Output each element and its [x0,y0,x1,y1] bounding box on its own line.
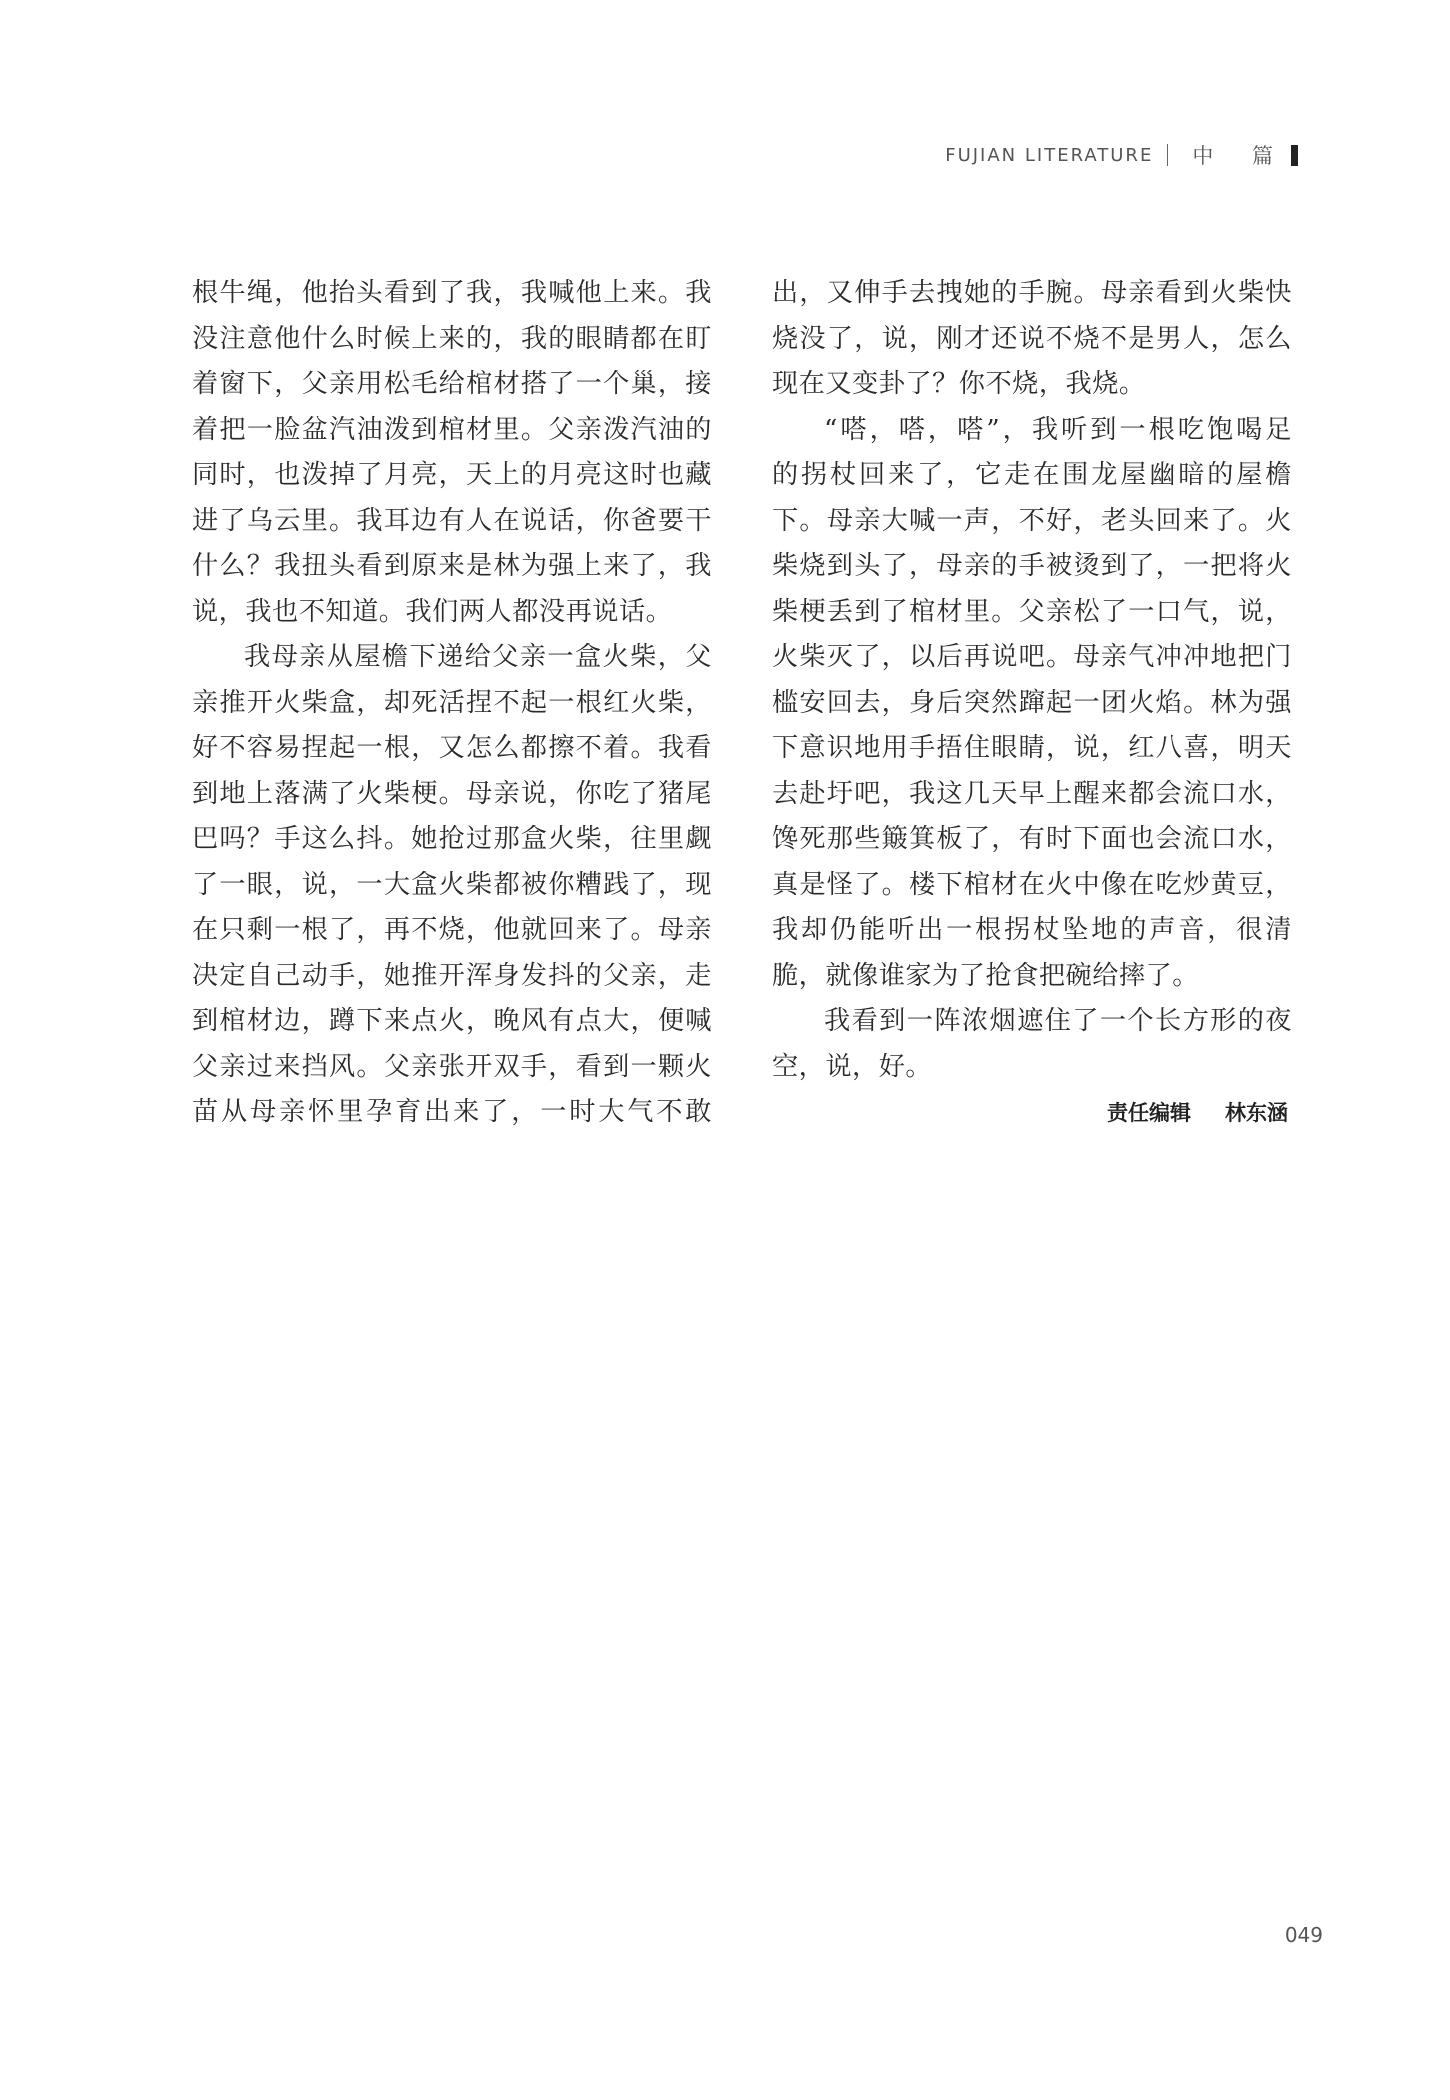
text-line: 亲推开火柴盒，却死活捏不起一根红火柴， [192,687,712,718]
text-line: 我却仍能听出一根拐杖坠地的声音，很清 [772,915,1292,945]
text-line: 没注意他什么时候上来的，我的眼睛都在盯 [192,323,712,354]
page-number: 049 [1284,1923,1323,1947]
text-line: 根牛绳，他抬头看到了我，我喊他上来。我 [192,278,712,308]
text-line: 同时，也泼掉了月亮，天上的月亮这时也藏 [192,460,712,490]
right-text-column [772,271,1292,1090]
text-line: 什么？我扭头看到原来是林为强上来了，我 [192,551,712,581]
editor-name: 林东涵 [1225,1101,1288,1125]
text-line: 好不容易捏起一根，又怎么都擦不着。我看 [192,733,712,763]
text-line: 去赴圩吧，我这几天早上醒来都会流口水， [772,778,1292,809]
text-line: 说，我也不知道。我们两人都没再说话。 [192,596,673,627]
text-line: 在只剩一根了，再不烧，他就回来了。母亲 [192,915,712,945]
text-line: 着把一脸盆汽油泼到棺材里。父亲泼汽油的 [192,414,712,445]
text-line: 脆，就像谁家为了抢食把碗给摔了。 [772,960,1199,991]
text-line: 槛安回去，身后突然蹿起一团火焰。林为强 [772,687,1292,718]
header-divider [1167,144,1168,166]
text-line: 下。母亲大喊一声，不好，老头回来了。火 [772,505,1292,536]
left-text-column [192,271,712,1136]
text-line: 火柴灭了，以后再说吧。母亲气冲冲地把门 [772,642,1292,672]
text-line: 馋死那些簸箕板了，有时下面也会流口水， [772,824,1292,854]
text-line: 现在又变卦了？你不烧，我烧。 [772,369,1146,399]
text-line: 烧没了，说，刚才还说不烧不是男人，怎么 [772,323,1292,354]
text-line: 柴烧到头了，母亲的手被烫到了，一把将火 [772,551,1292,581]
text-line: 决定自己动手，她推开浑身发抖的父亲，走 [192,960,712,991]
text-line: 了一眼，说，一大盒火柴都被你糟践了，现 [192,869,712,900]
text-line: 我母亲从屋檐下递给父亲一盒火柴，父 [244,642,712,672]
journal-name: FUJIAN LITERATURE [945,144,1154,166]
text-line: 苗从母亲怀里孕育出来了，一时大气不敢 [192,1097,712,1127]
section-marker-block [1291,145,1298,166]
text-line: 空，说，好。 [772,1051,933,1082]
text-line: 下意识地用手捂住眼睛，说，红八喜，明天 [772,733,1292,763]
text-line: “嗒，嗒，嗒”，我听到一根吃饱喝足 [824,414,1292,445]
running-header [945,143,1298,167]
text-line: 我看到一阵浓烟遮住了一个长方形的夜 [824,1006,1292,1036]
text-line: 到棺材边，蹲下来点火，晚风有点大，便喊 [192,1006,712,1036]
text-line: 进了乌云里。我耳边有人在说话，你爸要干 [192,505,712,536]
text-line: 着窗下，父亲用松毛给棺材搭了一个巢，接 [192,369,712,399]
text-line: 真是怪了。楼下棺材在火中像在吃炒黄豆， [772,869,1292,900]
section-name: 中 篇 [1192,144,1289,168]
text-line: 出，又伸手去拽她的手腕。母亲看到火柴快 [772,278,1292,308]
text-line: 到地上落满了火柴梗。母亲说，你吃了猪尾 [192,778,712,809]
text-line: 柴梗丢到了棺材里。父亲松了一口气，说， [772,596,1292,627]
editor-label: 责任编辑 [1107,1101,1191,1125]
text-line: 的拐杖回来了，它走在围龙屋幽暗的屋檐 [772,460,1292,490]
editor-credit [1107,1097,1288,1127]
text-line: 巴吗？手这么抖。她抢过那盒火柴，往里觑 [192,824,712,854]
text-line: 父亲过来挡风。父亲张开双手，看到一颗火 [192,1051,712,1082]
